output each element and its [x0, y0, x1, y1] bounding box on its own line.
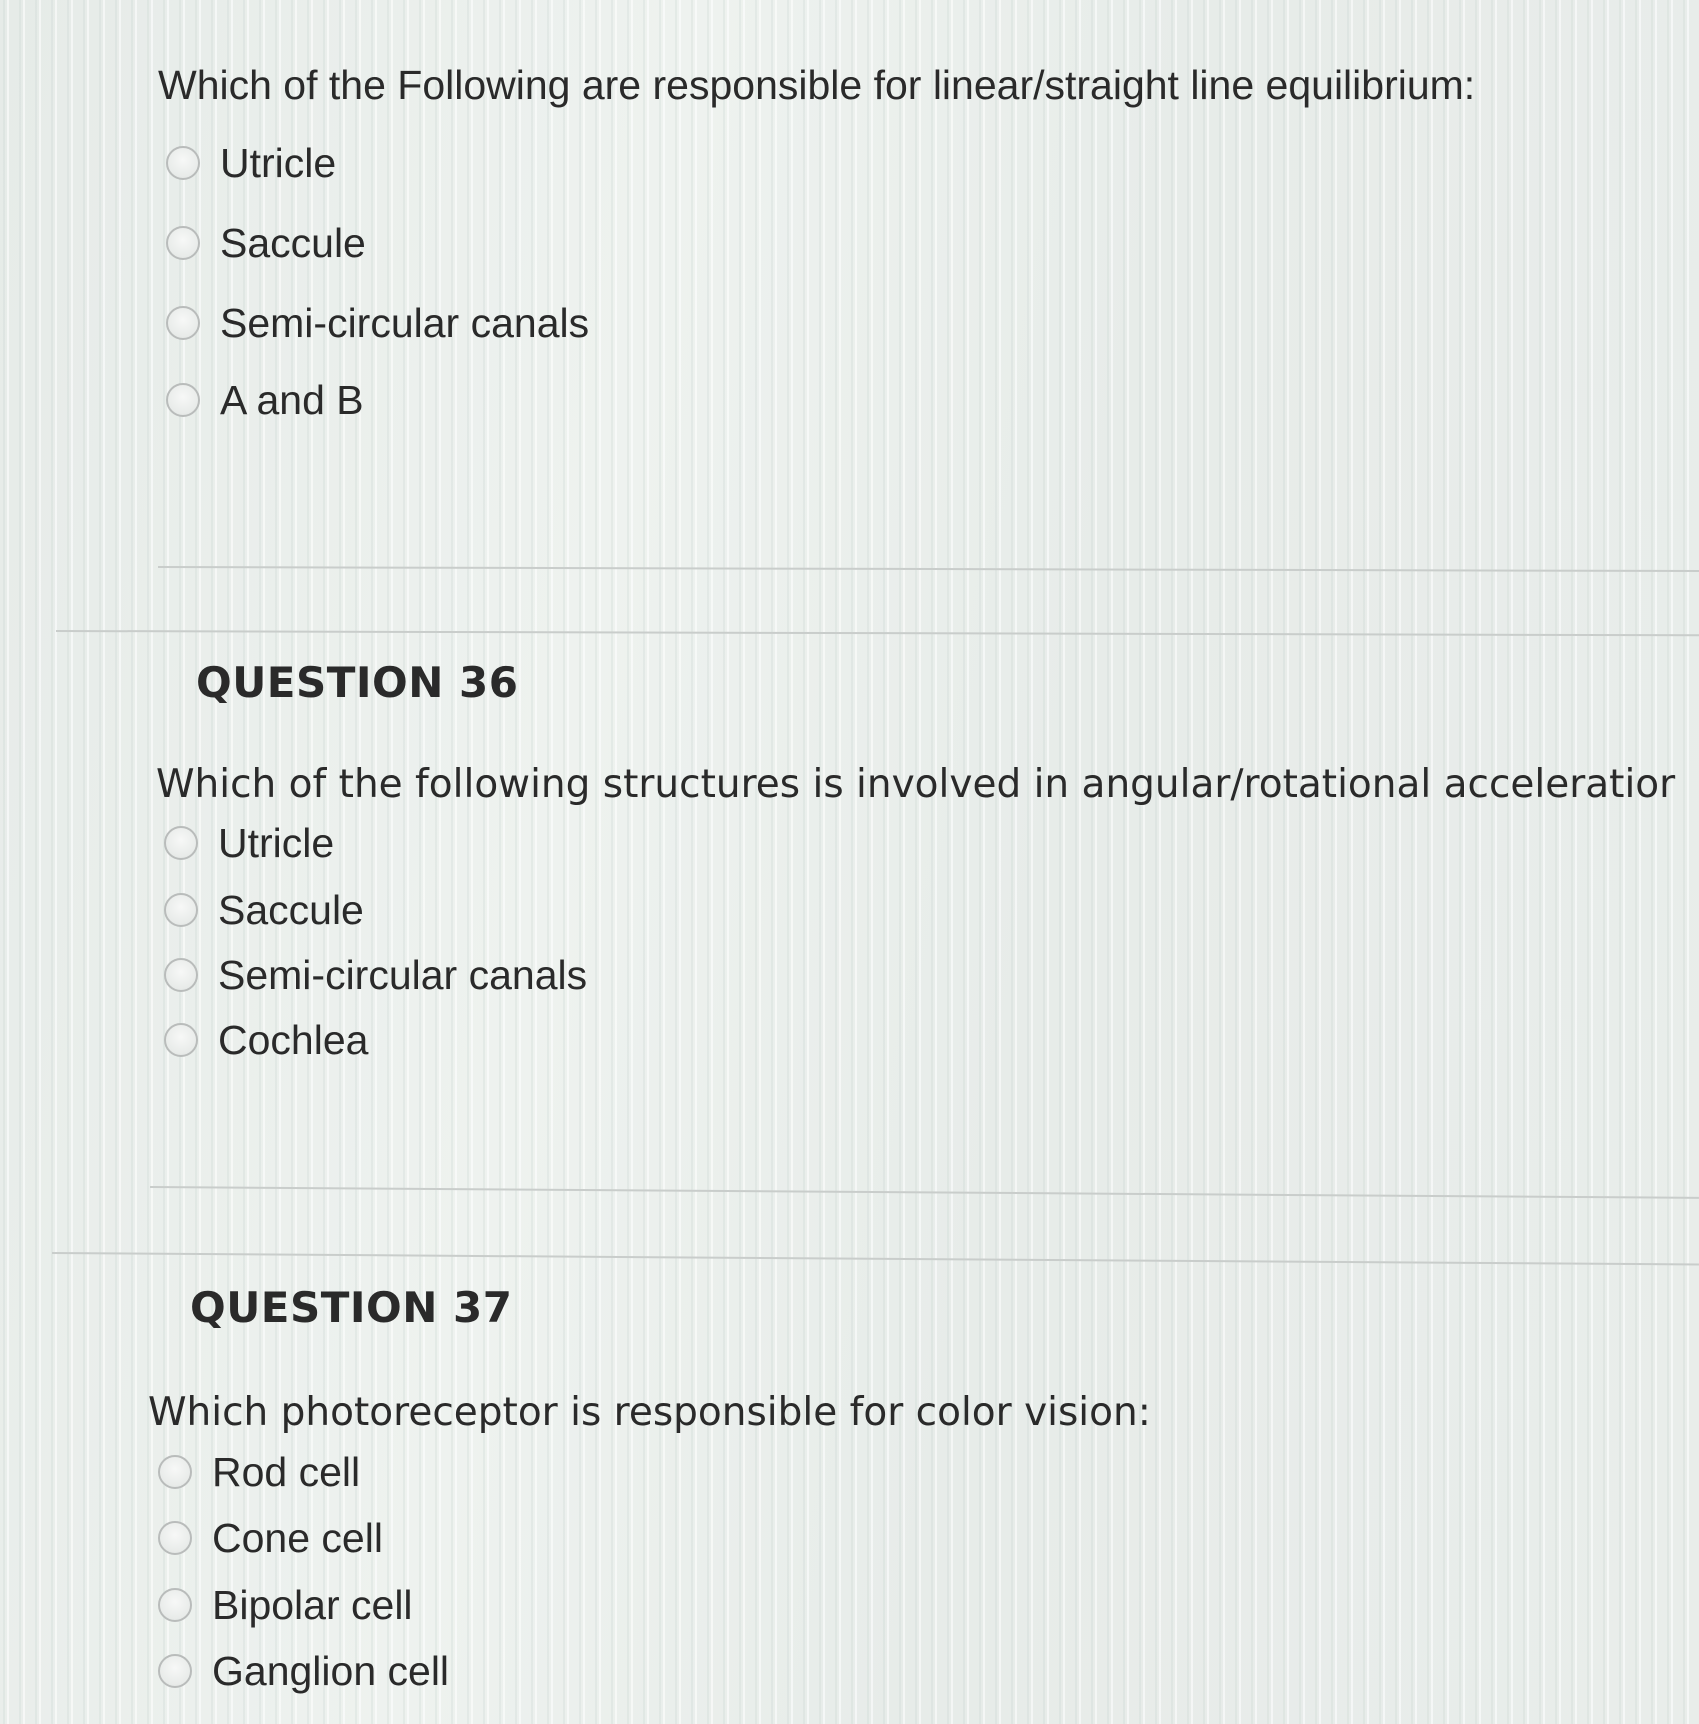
option-label: Saccule — [218, 886, 364, 933]
option-label: Semi-circular canals — [218, 951, 588, 998]
radio-button[interactable] — [164, 958, 198, 992]
q37-option-cone-cell[interactable] — [158, 1513, 383, 1563]
question-36-heading: QUESTION 36 — [196, 658, 519, 707]
answer-area-divider — [158, 566, 1699, 572]
q37-option-bipolar-cell[interactable] — [158, 1580, 413, 1630]
option-label: Rod cell — [212, 1448, 361, 1495]
option-label: Utricle — [220, 139, 337, 186]
option-label: A and B — [220, 376, 364, 423]
radio-button[interactable] — [158, 1588, 192, 1622]
q36-option-saccule[interactable] — [164, 885, 364, 935]
q35-option-a-and-b[interactable] — [166, 375, 364, 425]
q35-option-utricle[interactable] — [166, 138, 336, 188]
question-36-text: Which of the following structures is involved in angular/rotational acceleratior — [156, 762, 1676, 807]
option-label: Cochlea — [218, 1016, 369, 1063]
question-37-text: Which photoreceptor is responsible for color vision: — [148, 1390, 1151, 1435]
radio-button[interactable] — [158, 1455, 192, 1489]
answer-area-divider — [150, 1186, 1699, 1199]
radio-button[interactable] — [164, 1023, 198, 1057]
option-label: Semi-circular canals — [220, 299, 590, 346]
radio-button[interactable] — [166, 306, 200, 340]
option-label: Saccule — [220, 219, 366, 266]
radio-button[interactable] — [166, 383, 200, 417]
radio-button[interactable] — [166, 146, 200, 180]
q37-option-ganglion-cell[interactable] — [158, 1646, 449, 1696]
question-divider — [52, 1252, 1699, 1265]
option-label: Utricle — [218, 819, 335, 866]
q35-option-semicircular-canals[interactable] — [166, 298, 589, 348]
q37-option-rod-cell[interactable] — [158, 1447, 360, 1497]
radio-button[interactable] — [158, 1521, 192, 1555]
q36-option-utricle[interactable] — [164, 818, 334, 868]
option-label: Ganglion cell — [212, 1647, 450, 1694]
radio-button[interactable] — [164, 893, 198, 927]
question-divider — [56, 630, 1699, 636]
radio-button[interactable] — [164, 826, 198, 860]
q36-option-semicircular-canals[interactable] — [164, 950, 587, 1000]
option-label: Cone cell — [212, 1514, 383, 1561]
question-37-heading: QUESTION 37 — [190, 1283, 513, 1332]
option-label: Bipolar cell — [212, 1581, 413, 1628]
radio-button[interactable] — [166, 226, 200, 260]
q35-option-saccule[interactable] — [166, 218, 366, 268]
radio-button[interactable] — [158, 1654, 192, 1688]
q36-option-cochlea[interactable] — [164, 1015, 368, 1065]
question-35-text: Which of the Following are responsible for linear/straight line equilibrium: — [158, 62, 1476, 108]
